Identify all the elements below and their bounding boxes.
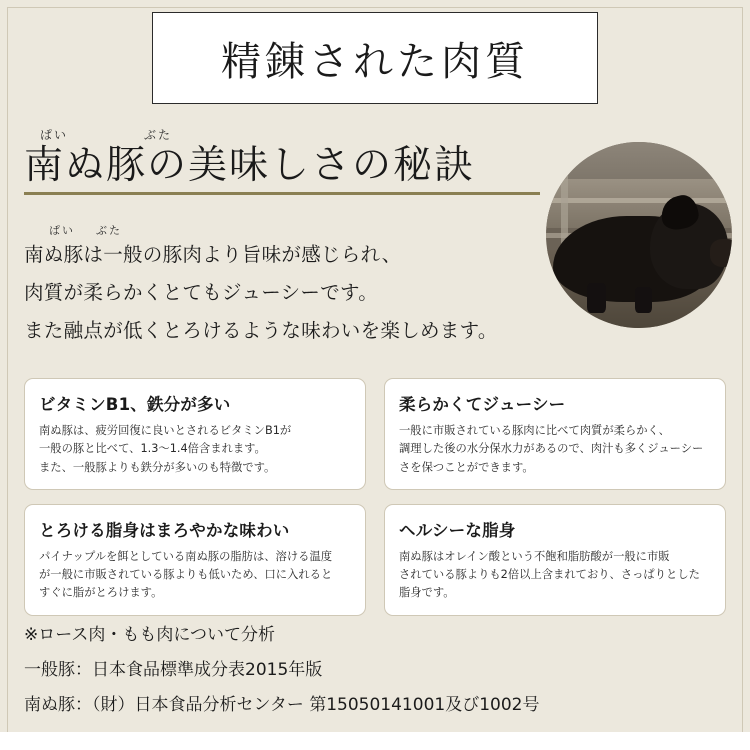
- feature-card-line: 一般に市販されている豚肉に比べて肉質が柔らかく、: [399, 424, 670, 437]
- feature-card-line: が一般に市販されている豚よりも低いため、口に入れると: [39, 568, 333, 582]
- lead-line: 南ぬ豚は一般の豚肉より旨味が感じられ、: [24, 243, 402, 266]
- pig-photo: [546, 142, 732, 328]
- feature-card-list: [24, 378, 726, 616]
- feature-card: [24, 504, 366, 616]
- page-title: 精錬された肉質: [221, 38, 529, 85]
- section-heading: [24, 126, 554, 195]
- feature-card-title: ヘルシーな脂身: [399, 520, 516, 540]
- feature-card-line: パイナップルを餌としている南ぬ豚の脂肪は、溶ける温度: [39, 549, 333, 563]
- feature-card: [24, 378, 366, 490]
- footnotes: [24, 618, 724, 723]
- feature-card-body: [399, 548, 711, 603]
- footnote-line: ※ロース肉・もも肉について分析: [24, 625, 276, 645]
- footnote-line: 南ぬ豚：（財）日本食品分析センター 第15050141001及び1002号: [24, 694, 540, 715]
- heading-ruby: [24, 126, 554, 144]
- pig-leg-rear: [635, 287, 652, 313]
- feature-card-body: [399, 422, 711, 477]
- heading-ruby-1: ぱい: [40, 128, 69, 142]
- heading-ruby-2: ぶた: [144, 128, 173, 142]
- lead-ruby-2: ぶた: [96, 224, 122, 237]
- lead-line: 肉質が柔らかくとてもジューシーです。: [24, 281, 379, 305]
- title-box: [152, 12, 598, 104]
- pig-leg-front: [587, 283, 606, 313]
- feature-card-line: さを保つことができます。: [399, 460, 534, 474]
- feature-card: [384, 504, 726, 616]
- pig-snout: [710, 239, 732, 267]
- bottom-strip: [0, 732, 750, 750]
- feature-card-title: ビタミンB1、鉄分が多い: [39, 395, 231, 414]
- lead-line: また融点が低くとろけるような味わいを楽しめます。: [24, 319, 498, 343]
- heading-text: 南ぬ豚の美味しさの秘訣: [24, 143, 476, 188]
- lead-ruby-1: ぱい: [49, 224, 75, 237]
- heading-underline: [24, 192, 540, 195]
- feature-card-line: 南ぬ豚はオレイン酸という不飽和脂肪酸が一般に市販: [399, 549, 670, 563]
- feature-card-line: 調理した後の水分保水力があるので、肉汁も多くジューシー: [399, 442, 704, 456]
- feature-card-line: されている豚よりも2倍以上含まれており、さっぱりとした: [399, 568, 700, 582]
- feature-card-line: 南ぬ豚は、疲労回復に良いとされるビタミンB1が: [39, 424, 292, 437]
- feature-card-line: 一般の豚と比べて、1.3〜1.4倍含まれます。: [39, 442, 266, 456]
- lead-paragraph: [24, 236, 544, 350]
- photo-rail-upper: [546, 198, 732, 203]
- feature-card-line: 脂身です。: [399, 586, 455, 600]
- feature-card-body: [39, 548, 351, 603]
- feature-card-line: また、一般豚よりも鉄分が多いのも特徴です。: [39, 460, 276, 474]
- footnote-line: 一般豚：日本食品標準成分表2015年版: [24, 659, 323, 680]
- feature-card-title: とろける脂身はまろやかな味わい: [39, 520, 290, 540]
- feature-card-line: すぐに脂がとろけます。: [39, 586, 163, 600]
- feature-card-title: 柔らかくてジューシー: [399, 395, 566, 414]
- feature-card-body: [39, 422, 351, 477]
- feature-card: [384, 378, 726, 490]
